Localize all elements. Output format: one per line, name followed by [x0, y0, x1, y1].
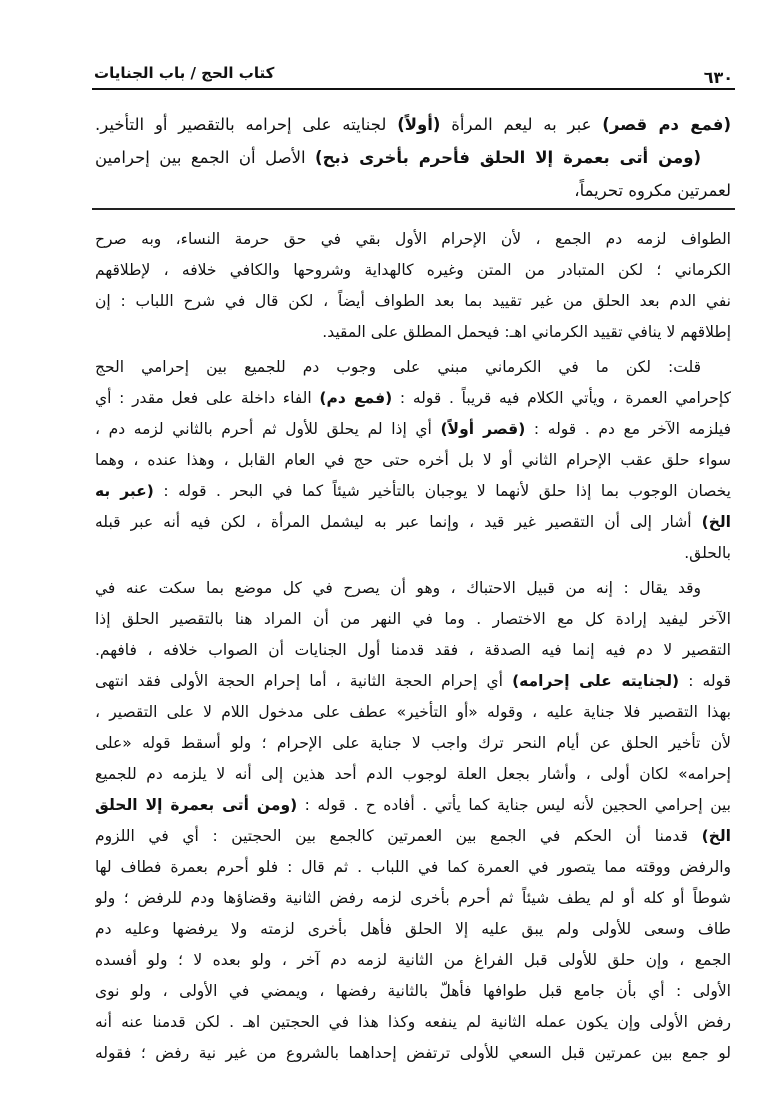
text-segment: بالحلق.	[684, 544, 731, 562]
text-line	[95, 790, 731, 821]
text-segment: الفاء داخلة على فعل مقدر : أي	[95, 389, 320, 407]
quoted-phrase: الخ)	[701, 513, 731, 531]
text-line	[95, 476, 731, 507]
page-header	[92, 60, 735, 90]
text-segment: الجمع ، وإن حلق للأولى قبل الفراغ من الثانية لزمه دم آخر ، ولو بعده لا ؛ ولو أفسده	[95, 951, 731, 969]
text-line	[95, 821, 731, 852]
commentary-text	[95, 224, 731, 1073]
text-line	[95, 255, 731, 286]
text-line	[95, 507, 731, 538]
text-segment: طاف وسعى للأولى ولم يبق عليه إلا الحلق فأهل بأخرى لزمته ولا يرفضها وعليه دم	[95, 920, 731, 938]
text-line	[95, 666, 731, 697]
text-line	[95, 108, 731, 141]
text-line	[95, 635, 731, 666]
quoted-phrase: (أولاً)	[397, 115, 441, 134]
quoted-phrase: (لجنايته على إحرامه)	[512, 672, 680, 690]
text-line	[95, 286, 731, 317]
text-segment: وقد يقال : إنه من قبيل الاحتباك ، وهو أن يصرح في كل موضع بما سكت عنه في	[95, 579, 701, 597]
text-line	[95, 317, 731, 348]
divider	[92, 208, 735, 210]
quoted-phrase: الخ)	[701, 827, 731, 845]
text-segment: الأولى : أي بأن جامع قبل طوافها فأهلّ بالثانية رفضها ، ويمضي في الأولى ، ولو نوى	[95, 982, 731, 1000]
text-segment: كإحرامي العمرة ، ويأتي الكلام فيه قريباً . قوله :	[392, 389, 731, 407]
text-line	[95, 445, 731, 476]
text-segment: أشار إلى أن التقصير غير قيد ، وإنما عبر به ليشمل المرأة ، لكن فيه أنه عبر قبله	[95, 513, 702, 531]
page-number: ٦٣٠	[703, 68, 733, 87]
text-segment: بهذا التقصير فلا جناية عليه ، وقوله «أو التأخير» عطف على مدخول اللام لا على التقصير ،	[95, 703, 731, 721]
text-segment: والرفض ووقته مما يتصور في العمرة كما في اللباب . ثم قال : فلو أحرم بعمرة فطاف لها	[95, 858, 731, 876]
text-segment: الكرماني ؛ لكن المتبادر من المتن وغيره كالهداية وشروحها والكافي خلافه ، لإطلاقهم	[95, 261, 731, 279]
text-line	[95, 883, 731, 914]
text-segment: إطلاقهم لا ينافي تقييد الكرماني اهـ: فيحمل المطلق على المقيد.	[322, 323, 731, 341]
text-line	[95, 414, 731, 445]
text-segment: لجنايته على إحرامه بالتقصير أو التأخير.	[95, 115, 398, 134]
text-segment: لعمرتين مكروه تحريماً،	[574, 181, 731, 200]
text-segment: سواء حلق عقب الإحرام الثاني أو لا بل أخره حتى حج في العام القابل ، وهذا عنده ، وهما	[95, 451, 731, 469]
text-segment: أي إذا لم يحلق للأول ثم أحرم بالثاني لزمه دم ،	[95, 420, 441, 438]
main-text	[95, 108, 731, 207]
text-segment: الطواف لزمه دم الجمع ، لأن الإحرام الأول بقي في حق حرمة النساء، وبه صرح	[95, 230, 731, 248]
text-segment: فيلزمه الآخر مع دم . قوله :	[525, 420, 731, 438]
paragraph	[95, 352, 731, 569]
paragraph	[95, 573, 731, 1069]
text-line	[95, 852, 731, 883]
quoted-phrase: (عبر به	[95, 482, 154, 500]
text-segment: الآخر ليفيد إرادة كل مع الاختصار . وما في النهر من أن المراد هنا بالتقصير الحلق إذا	[95, 610, 731, 628]
text-segment: نفي الدم بعد الحلق من غير تقييد بما بعد الطواف أيضاً ، لكن قال في شرح اللباب : إن	[95, 292, 731, 310]
text-segment: قلت: لكن ما في الكرماني مبني على وجوب دم للجميع بين إحرامي الحج	[95, 358, 701, 376]
quoted-phrase: (قصر أولاً)	[440, 420, 526, 438]
text-line	[95, 141, 731, 174]
text-line	[95, 1038, 731, 1069]
paragraph	[95, 224, 731, 348]
text-segment: التقصير لا دم فيه إنما فيه الصدقة ، فقد قدمنا أول الجنايات أن الصواب خلافه ، فافهم.	[95, 641, 731, 659]
text-segment: لأن تأخير الحلق عن أيام النحر ترك واجب لا جناية على الإحرام ؛ ولو أسقط قوله «على	[95, 734, 731, 752]
text-line	[95, 759, 731, 790]
text-segment: بين إحرامي الحجين لأنه ليس جناية كما يأتي . أفاده ح . قوله :	[297, 796, 731, 814]
text-line	[95, 573, 731, 604]
text-line	[95, 352, 731, 383]
text-line	[95, 976, 731, 1007]
text-segment: لو جمع بين عمرتين قبل السعي للأولى ترتفض إحداهما بالشروع من غير نية رفض ؛ فقوله	[95, 1044, 731, 1062]
quoted-phrase: (فمع دم)	[319, 389, 393, 407]
text-line	[95, 728, 731, 759]
text-line	[95, 224, 731, 255]
text-line	[95, 174, 731, 207]
text-line	[95, 914, 731, 945]
text-segment: رفض الأولى وإن يكون عمله الثانية لم ينفعه وكذا هذا في الحجتين اهـ . لكن قدمنا عنه أنه	[95, 1013, 731, 1031]
text-line	[95, 945, 731, 976]
text-segment: قدمنا أن الحكم في الجمع بين العمرتين كالجمع بين الحجتين : أي في اللزوم	[95, 827, 702, 845]
text-segment: الأصل أن الجمع بين إحرامين	[95, 148, 316, 167]
text-line	[95, 697, 731, 728]
text-line	[95, 604, 731, 635]
text-segment: شوطاً أو كله أو لم يطف شيئاً ثم أحرم بأخرى لزمه رفض الثانية وقضاؤها ودم للرفض ؛ ولو	[95, 889, 731, 907]
text-segment: عبر به ليعم المرأة	[440, 115, 603, 134]
text-line	[95, 1007, 731, 1038]
text-line	[95, 383, 731, 414]
text-segment: أي إحرام الحجة الثانية ، أما إحرام الحجة الأولى فقد انتهى	[95, 672, 513, 690]
quoted-phrase: (ومن أتى بعمرة إلا الحلق فأحرم بأخرى ذبح)	[315, 148, 702, 167]
running-title: كتاب الحج / باب الجنايات	[94, 64, 275, 82]
quoted-phrase: (ومن أتى بعمرة إلا الحلق	[95, 796, 298, 814]
text-line	[95, 538, 731, 569]
quoted-phrase: (فمع دم قصر)	[602, 115, 731, 134]
text-segment: قوله :	[679, 672, 731, 690]
text-segment: يخصان الوجوب بما إذا حلق لأنهما لا يوجبان بالتأخير شيئاً كما في البحر . قوله :	[153, 482, 731, 500]
text-segment: إحرامه» لكان أولى ، وأشار بجعل العلة لوجوب الدم أحد هذين إلى أنه لا يلزمه دم للجميع	[95, 765, 731, 783]
